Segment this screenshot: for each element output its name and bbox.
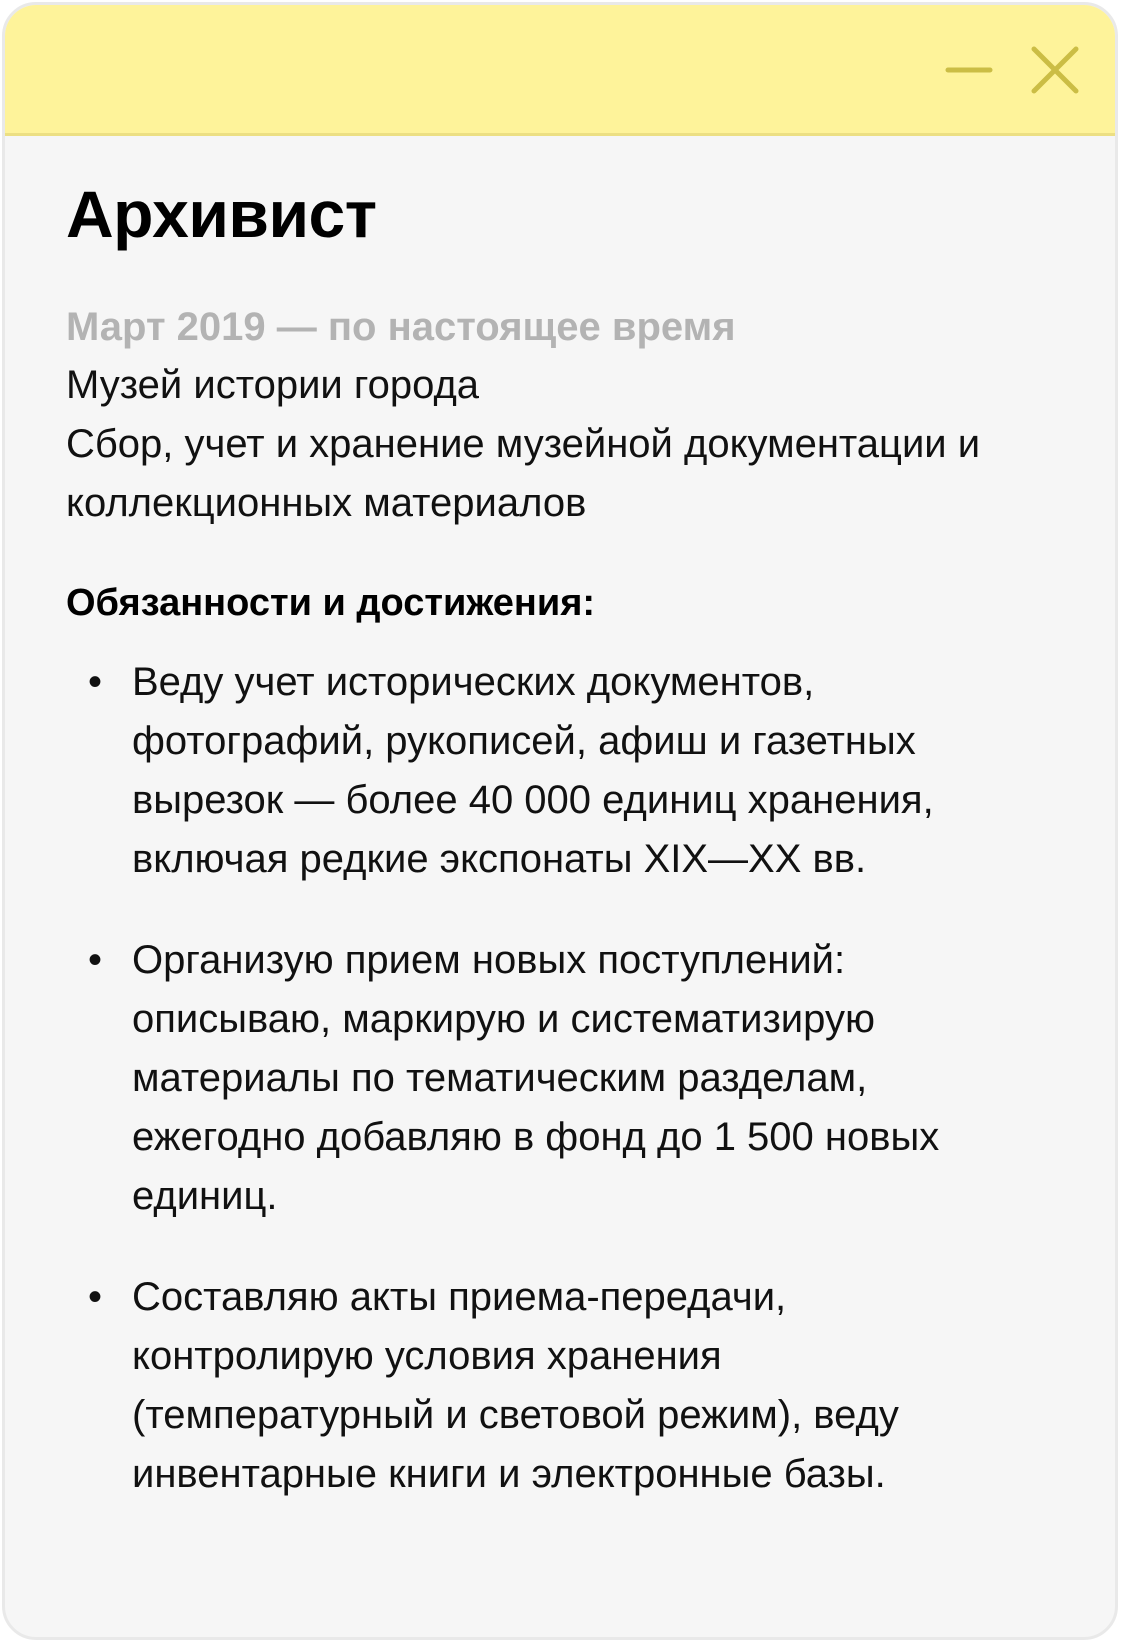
duty-text: Веду учет исторических документов, фотографий, рукописей, афиш и газетных вырезок — более 40 000 единиц хранения, включая редкие экспонаты XIX—XX вв. [132, 660, 934, 881]
bullet-icon: • [88, 660, 103, 704]
list-item [66, 653, 1032, 889]
duties-heading: Обязанности и достижения: [66, 582, 596, 624]
duties-list [66, 653, 1079, 1504]
resume-entry [66, 136, 1079, 1546]
employment-period: Март 2019 — по настоящее время [66, 305, 736, 349]
organization-name: Музей истории города [66, 363, 480, 407]
duty-text: Составляю акты приема-передачи, контролирую условия хранения (температурный и световой режим), веду инвентарные книги и электронные базы. [132, 1275, 899, 1496]
list-item [66, 931, 1032, 1226]
window-titlebar [5, 5, 1115, 136]
close-button[interactable] [1026, 41, 1084, 99]
bullet-icon: • [88, 1275, 103, 1319]
bullet-icon: • [88, 938, 103, 982]
duty-text: Организую прием новых поступлений: описываю, маркирую и систематизирую материалы по тематическим разделам, ежегодно добавляю в фонд до 1 500 новых единиц. [132, 938, 940, 1218]
minimize-button[interactable] [940, 41, 998, 99]
resume-window [2, 2, 1118, 1640]
list-item [66, 1268, 1032, 1504]
minus-icon [940, 41, 998, 99]
close-x-icon [1026, 41, 1084, 99]
job-summary: Сбор, учет и хранение музейной документации и коллекционных материалов [66, 422, 981, 525]
job-title: Архивист [66, 177, 377, 251]
